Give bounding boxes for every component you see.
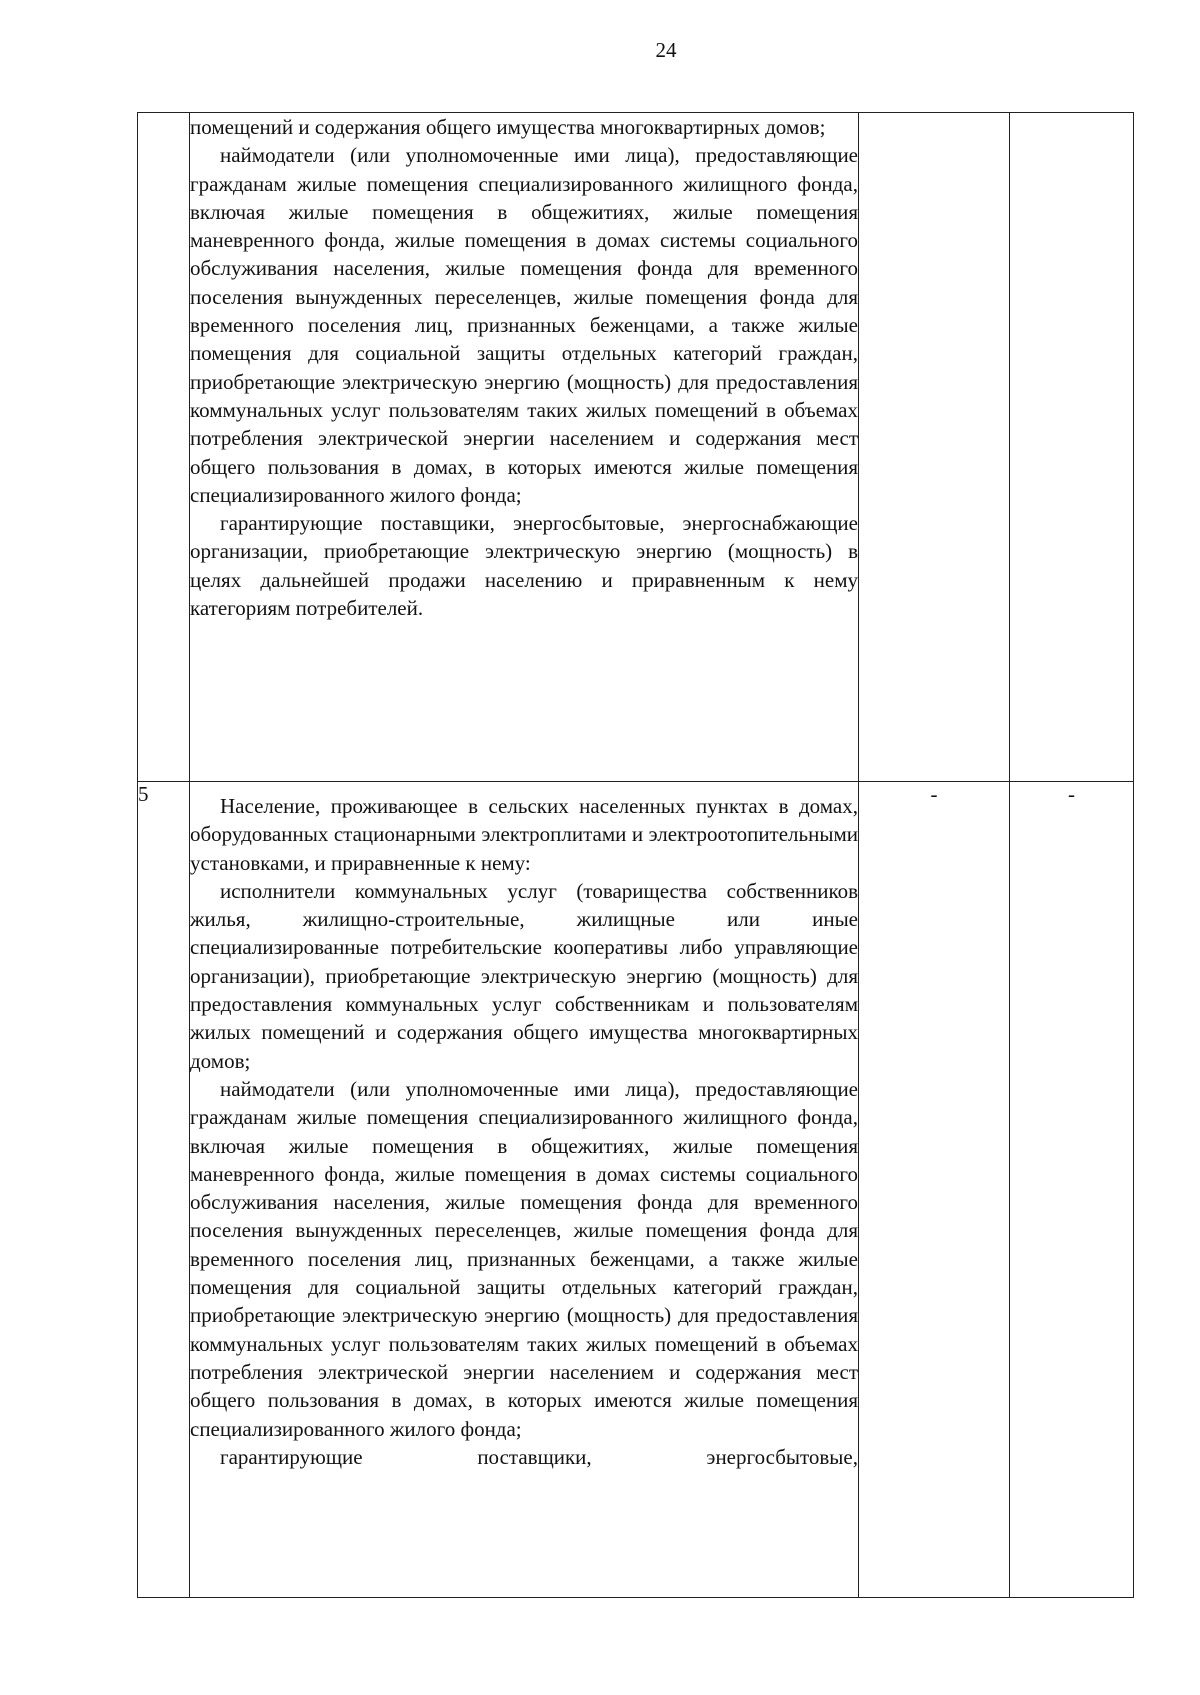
description-paragraph: Население, проживающее в сельских населенных пунктах в домах, оборудованных стационарными электроплитами и электроотопительными установками, и приравненные к нему: — [190, 794, 858, 875]
description-cell — [190, 113, 859, 782]
row-number-cell — [138, 113, 190, 782]
description-paragraph: гарантирующие поставщики, энергосбытовые, энергоснабжающие организации, приобретающие электрическую энергию (мощность) в целях дальнейшей продажи населению и приравненным к нему категориям потребителей. — [190, 511, 858, 621]
description-paragraph: гарантирующие поставщики, энергосбытовые, — [220, 1444, 858, 1469]
value-cell-1 — [859, 113, 1010, 782]
description-cell — [190, 782, 859, 1598]
description-paragraph: исполнители коммунальных услуг (товарищества собственников жилья, жилищно-строительные, жилищные или иные специализированные потребительские кооперативы либо управляющие организации), приобретающие электрическую энергию (мощность) для предоставления коммунальных услуг собственникам и пользователям жилых помещений и содержания общего имущества многоквартирных домов; — [190, 878, 858, 1073]
value-cell-1: - — [859, 782, 1010, 1598]
description-paragraph: наймодатели (или уполномоченные ими лица), предоставляющие гражданам жилые помещения специализированного жилищного фонда, включая жилые помещения в общежитиях, жилые помещения маневренного фонда, жилые помещения в домах системы социального обслуживания населения, жилые помещения фонда для временного поселения вынужденных переселенцев, жилые помещения фонда для временного поселения лиц, признанных беженцами, а также жилые помещения для социальной защиты отдельных категорий граждан, приобретающие электрическую энергию (мощность) для предоставления коммунальных услуг пользователям таких жилых помещений в объемах потребления электрической энергии населением и содержания мест общего пользования в домах, в которых имеются жилые помещения специализированного жилого фонда; — [190, 143, 858, 507]
table-row — [138, 782, 1134, 1598]
page-number: 24 — [655, 38, 677, 62]
table-row — [138, 113, 1134, 782]
value-cell-2: - — [1010, 782, 1134, 1598]
description-paragraph: помещений и содержания общего имущества многоквартирных домов; — [190, 115, 826, 139]
row-number-cell: 5 — [138, 782, 190, 1598]
tariff-table — [137, 112, 1134, 1598]
value-cell-2 — [1010, 113, 1134, 782]
description-paragraph: наймодатели (или уполномоченные ими лица), предоставляющие гражданам жилые помещения специализированного жилищного фонда, включая жилые помещения в общежитиях, жилые помещения маневренного фонда, жилые помещения в домах системы социального обслуживания населения, жилые помещения фонда для временного поселения вынужденных переселенцев, жилые помещения фонда для временного поселения лиц, признанных беженцами, а также жилые помещения для социальной защиты отдельных категорий граждан, приобретающие электрическую энергию (мощность) для предоставления коммунальных услуг пользователям таких жилых помещений в объемах потребления электрической энергии населением и содержания мест общего пользования в домах, в которых имеются жилые помещения специализированного жилого фонда; — [190, 1076, 858, 1441]
